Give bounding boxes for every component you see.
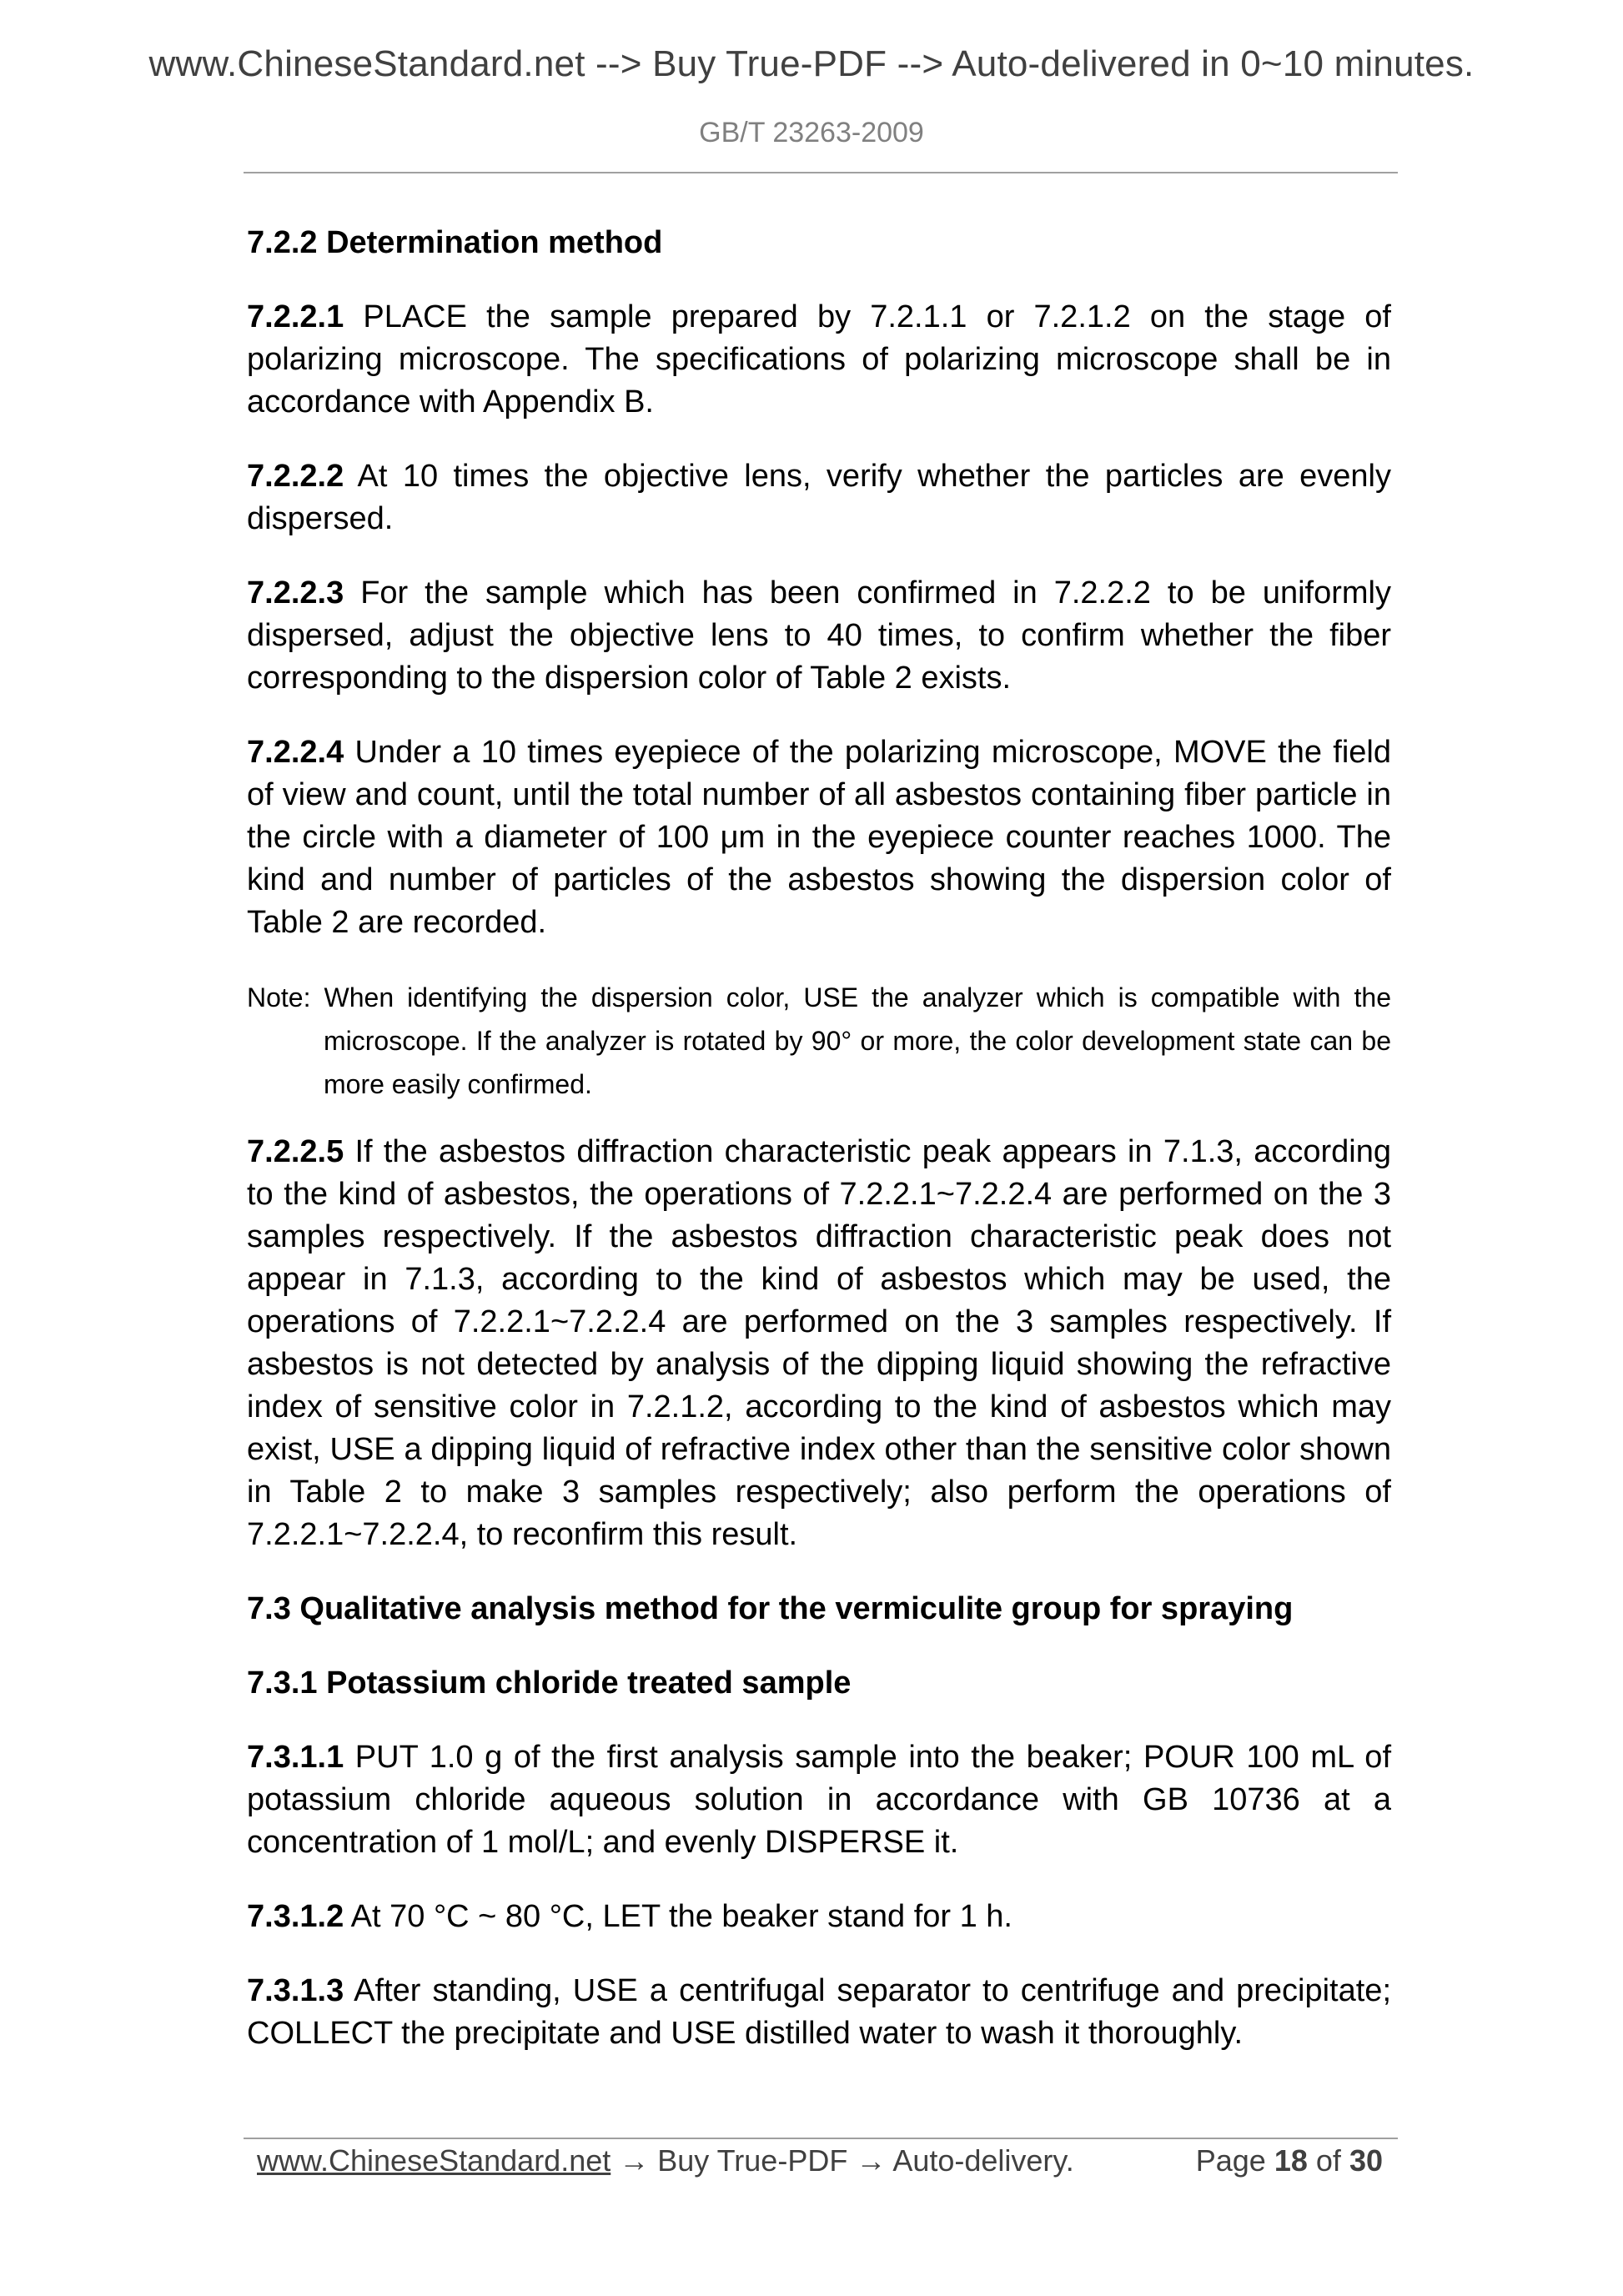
page-number xyxy=(1196,2143,1383,2178)
standard-code: GB/T 23263-2009 xyxy=(699,117,924,148)
clause-text: After standing, USE a centrifugal separator to centrifuge and precipitate; COLLECT the precipitate and USE distilled water to wash it thoroughly. xyxy=(247,1973,1391,2051)
clause-text: At 10 times the objective lens, verify whether the particles are evenly dispersed. xyxy=(247,459,1391,536)
header-banner: www.ChineseStandard.net --> Buy True-PDF --> Auto-delivered in 0~10 minutes. xyxy=(148,43,1475,84)
page-label: Page xyxy=(1195,2143,1266,2178)
section-heading-7-3-1: 7.3.1 Potassium chloride treated sample xyxy=(247,1665,852,1701)
clause-text: PLACE the sample prepared by 7.2.1.1 or 7.2.1.2 on the stage of polarizing microscope. The specifications of polarizing microscope shall be in accordance with Appendix B. xyxy=(247,299,1391,420)
footer-divider xyxy=(244,2138,1398,2139)
page-of-label: of xyxy=(1315,2143,1341,2178)
clause-text: If the asbestos diffraction characteristic peak appears in 7.1.3, according to the kind of asbestos, the operations of 7.2.2.1~7.2.2.4 are performed on the 3 samples respectively. If the asbestos diffraction characteristic peak does not appear in 7.1.3, according to the kind of asbestos which may be used, the operations of 7.2.2.1~7.2.2.4 are performed on the 3 samples respectively. If asbestos is not detected by analysis of the dipping liquid showing the refractive index of sensitive color in 7.2.1.2, according to the kind of asbestos which may exist, USE a dipping liquid of refractive index other than the sensitive color shown in Table 2 to make 3 samples respectively; also perform the operations of 7.2.2.1~7.2.2.4, to reconfirm this result. xyxy=(247,1134,1391,1552)
clause-7-2-2-2 xyxy=(247,455,1391,540)
clause-text: For the sample which has been confirmed in 7.2.2.2 to be uniformly dispersed, adjust the objective lens to 40 times, to confirm whether the fiber corresponding to the dispersion color of Table 2 exists. xyxy=(247,575,1391,696)
section-heading-7-2-2: 7.2.2 Determination method xyxy=(247,225,663,260)
clause-7-2-2-3 xyxy=(247,572,1391,700)
clause-number: 7.3.1.1 xyxy=(247,1740,344,1775)
clause-number: 7.3.1.2 xyxy=(247,1899,344,1934)
clause-7-3-1-3 xyxy=(247,1970,1391,2055)
clause-number: 7.2.2.3 xyxy=(247,575,344,610)
clause-7-2-2-4 xyxy=(247,731,1391,944)
section-heading-7-3: 7.3 Qualitative analysis method for the vermiculite group for spraying xyxy=(247,1591,1294,1626)
page-total: 30 xyxy=(1349,2143,1383,2178)
clause-number: 7.2.2.2 xyxy=(247,459,344,494)
footer-tagline: → Buy True-PDF → Auto-delivery. xyxy=(611,2143,1074,2178)
clause-text: At 70 °C ~ 80 °C, LET the beaker stand for 1 h. xyxy=(344,1899,1012,1934)
clause-number: 7.3.1.3 xyxy=(247,1973,344,2008)
page-footer xyxy=(257,2143,1383,2178)
clause-7-3-1-1 xyxy=(247,1736,1391,1864)
clause-7-2-2-5 xyxy=(247,1131,1391,1556)
clause-number: 7.2.2.4 xyxy=(247,735,344,770)
page-current: 18 xyxy=(1274,2143,1308,2178)
clause-text: Under a 10 times eyepiece of the polarizing microscope, MOVE the field of view and count, until the total number of all asbestos containing fiber particle in the circle with a diameter of 100 μm in the eyepiece counter reaches 1000. The kind and number of particles of the asbestos showing the dispersion color of Table 2 are recorded. xyxy=(247,735,1391,940)
clause-7-2-2-1 xyxy=(247,296,1391,424)
header-divider xyxy=(244,172,1398,173)
clause-number: 7.2.2.5 xyxy=(247,1134,344,1169)
clause-text: PUT 1.0 g of the first analysis sample into the beaker; POUR 100 mL of potassium chloride aqueous solution in accordance with GB 10736 at a concentration of 1 mol/L; and evenly DISPERSE it. xyxy=(247,1740,1391,1860)
note: Note: When identifying the dispersion color, USE the analyzer which is compatible with the microscope. If the analyzer is rotated by 90° or more, the color development state can be more easily confirmed. xyxy=(247,982,1391,1099)
footer-left xyxy=(257,2143,1074,2178)
document-body xyxy=(247,222,1391,2087)
clause-number: 7.2.2.1 xyxy=(247,299,344,334)
clause-7-3-1-2 xyxy=(247,1896,1391,1938)
site-link[interactable]: www.ChineseStandard.net xyxy=(257,2143,611,2178)
